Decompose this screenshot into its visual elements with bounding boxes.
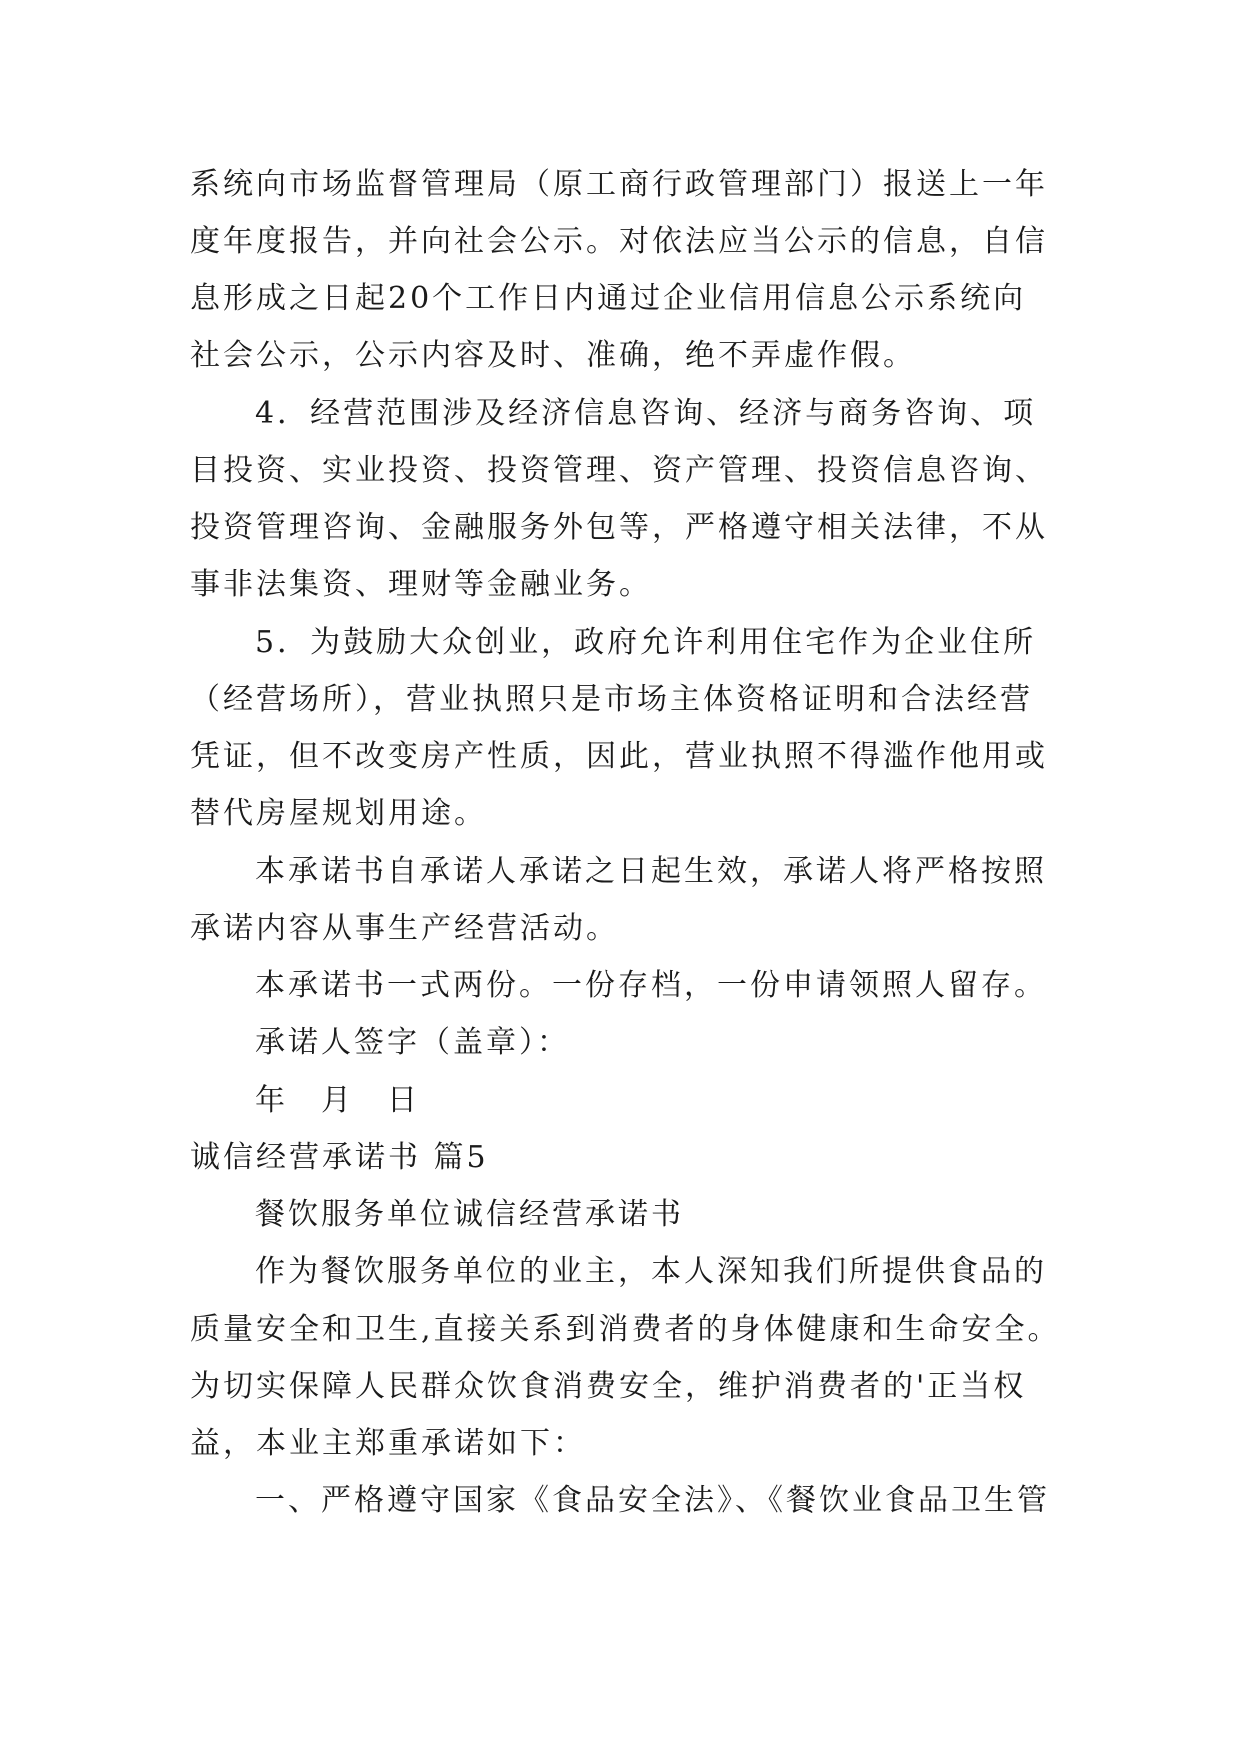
paragraph-line: 息形成之日起20个工作日内通过企业信用信息公示系统向 [190, 281, 1027, 316]
paragraph-line: 替代房屋规划用途。 [190, 796, 487, 831]
paragraph-line: 为切实保障人民群众饮食消费安全，维护消费者的'正当权 [190, 1369, 1027, 1404]
paragraph-line: 益，本业主郑重承诺如下： [190, 1426, 586, 1461]
paragraph-line: （经营场所），营业执照只是市场主体资格证明和合法经营 [190, 682, 1033, 717]
document-title: 餐饮服务单位诚信经营承诺书 [255, 1197, 684, 1232]
paragraph-line: 凭证，但不改变房产性质，因此，营业执照不得滥作他用或 [190, 739, 1048, 774]
paragraph-line: 系统向市场监督管理局（原工商行政管理部门）报送上一年 [190, 167, 1048, 202]
paragraph-line: 目投资、实业投资、投资管理、资产管理、投资信息咨询、 [190, 453, 1048, 488]
paragraph-line: 本承诺书自承诺人承诺之日起生效，承诺人将严格按照 [255, 854, 1047, 889]
paragraph-line: 质量安全和卫生,直接关系到消费者的身体健康和生命安全。 [190, 1312, 1061, 1347]
section-heading: 诚信经营承诺书 篇5 [190, 1140, 489, 1175]
paragraph-line: 作为餐饮服务单位的业主，本人深知我们所提供食品的 [255, 1254, 1047, 1289]
list-item-4-line: 4．经营范围涉及经济信息咨询、经济与商务咨询、项 [255, 396, 1037, 431]
paragraph-line: 社会公示，公示内容及时、准确，绝不弄虚作假。 [190, 338, 916, 373]
paragraph-line: 一、严格遵守国家《食品安全法》、《餐饮业食品卫生管 [255, 1483, 1050, 1518]
paragraph-line: 承诺内容从事生产经营活动。 [190, 911, 619, 946]
signature-label: 承诺人签字（盖章）： [255, 1025, 570, 1060]
paragraph-line: 投资管理咨询、金融服务外包等，严格遵守相关法律，不从 [190, 510, 1048, 545]
paragraph-line: 度年度报告，并向社会公示。对依法应当公示的信息，自信 [190, 224, 1048, 259]
paragraph-line: 本承诺书一式两份。一份存档，一份申请领照人留存。 [255, 968, 1047, 1003]
date-line: 年 月 日 [255, 1083, 420, 1118]
paragraph-line: 事非法集资、理财等金融业务。 [190, 567, 652, 602]
list-item-5-line: 5．为鼓励大众创业，政府允许利用住宅作为企业住所 [255, 625, 1037, 660]
